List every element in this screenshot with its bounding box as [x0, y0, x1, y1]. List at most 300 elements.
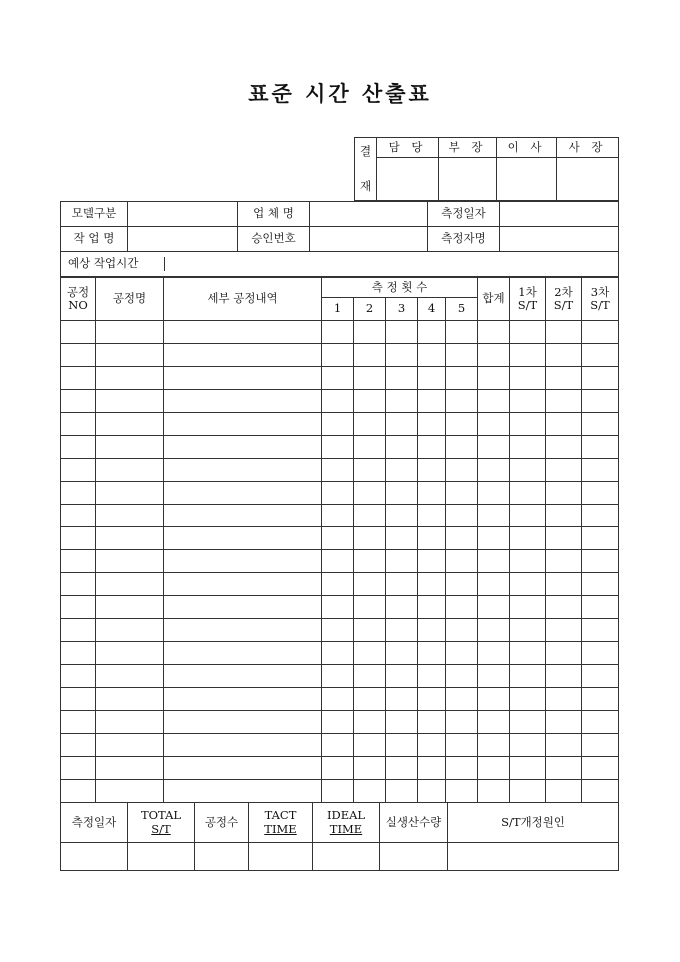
table-cell[interactable]: [96, 573, 164, 596]
table-cell[interactable]: [446, 573, 478, 596]
table-cell[interactable]: [582, 665, 619, 688]
table-cell[interactable]: [478, 389, 510, 412]
table-cell[interactable]: [61, 665, 96, 688]
table-cell[interactable]: [322, 573, 354, 596]
table-cell[interactable]: [546, 688, 582, 711]
table-cell[interactable]: [164, 733, 322, 756]
table-cell[interactable]: [546, 389, 582, 412]
table-cell[interactable]: [446, 389, 478, 412]
table-cell[interactable]: [322, 458, 354, 481]
table-cell[interactable]: [354, 733, 386, 756]
approval-sign-manager[interactable]: [377, 158, 439, 201]
table-cell[interactable]: [61, 366, 96, 389]
table-cell[interactable]: [546, 550, 582, 573]
table-cell[interactable]: [582, 688, 619, 711]
table-cell[interactable]: [418, 527, 446, 550]
table-cell[interactable]: [322, 596, 354, 619]
table-cell[interactable]: [510, 779, 546, 802]
table-row: [61, 504, 619, 527]
company-value[interactable]: [310, 202, 428, 227]
table-cell[interactable]: [96, 343, 164, 366]
table-cell[interactable]: [354, 458, 386, 481]
table-cell[interactable]: [96, 642, 164, 665]
summary-total-st-value[interactable]: [128, 843, 195, 871]
table-row: [61, 412, 619, 435]
table-cell[interactable]: [446, 412, 478, 435]
table-cell[interactable]: [61, 504, 96, 527]
table-cell[interactable]: [478, 642, 510, 665]
table-cell[interactable]: [322, 688, 354, 711]
table-cell[interactable]: [546, 458, 582, 481]
table-cell[interactable]: [418, 412, 446, 435]
table-cell[interactable]: [546, 527, 582, 550]
table-row: [61, 389, 619, 412]
table-cell[interactable]: [446, 710, 478, 733]
table-cell[interactable]: [386, 779, 418, 802]
table-cell[interactable]: [478, 366, 510, 389]
table-cell[interactable]: [418, 733, 446, 756]
header-st1: 1차 S/T: [510, 278, 546, 321]
summary-measure-date-value[interactable]: [61, 843, 128, 871]
table-cell[interactable]: [546, 596, 582, 619]
table-cell[interactable]: [164, 642, 322, 665]
table-cell[interactable]: [446, 321, 478, 344]
table-cell[interactable]: [582, 343, 619, 366]
table-cell[interactable]: [61, 550, 96, 573]
table-cell[interactable]: [478, 710, 510, 733]
table-cell[interactable]: [322, 527, 354, 550]
table-cell[interactable]: [510, 481, 546, 504]
table-cell[interactable]: [386, 619, 418, 642]
table-cell[interactable]: [582, 710, 619, 733]
summary-measure-date-label: 측정일자: [61, 803, 128, 843]
table-cell[interactable]: [446, 366, 478, 389]
table-cell[interactable]: [61, 756, 96, 779]
summary-process-count-value[interactable]: [195, 843, 249, 871]
company-label: 업 체 명: [238, 202, 310, 227]
table-cell[interactable]: [61, 435, 96, 458]
table-cell[interactable]: [322, 435, 354, 458]
table-cell[interactable]: [478, 573, 510, 596]
header-st3: 3차 S/T: [582, 278, 619, 321]
approval-role-manager: 담 당: [377, 138, 439, 158]
table-cell[interactable]: [61, 343, 96, 366]
table-cell[interactable]: [322, 642, 354, 665]
table-cell[interactable]: [446, 779, 478, 802]
table-cell[interactable]: [446, 481, 478, 504]
table-cell[interactable]: [478, 321, 510, 344]
table-cell[interactable]: [418, 550, 446, 573]
table-cell[interactable]: [446, 665, 478, 688]
table-cell[interactable]: [446, 550, 478, 573]
table-cell[interactable]: [164, 412, 322, 435]
table-row: [61, 343, 619, 366]
approval-no-value[interactable]: [310, 227, 428, 252]
table-cell[interactable]: [354, 665, 386, 688]
table-cell[interactable]: [510, 343, 546, 366]
summary-ideal-time-value[interactable]: [313, 843, 380, 871]
summary-actual-output-label: 실생산수량: [380, 803, 448, 843]
table-cell[interactable]: [582, 779, 619, 802]
table-cell[interactable]: [386, 366, 418, 389]
table-cell[interactable]: [164, 366, 322, 389]
table-cell[interactable]: [478, 665, 510, 688]
table-cell[interactable]: [510, 710, 546, 733]
table-cell[interactable]: [546, 321, 582, 344]
table-cell[interactable]: [510, 619, 546, 642]
table-cell[interactable]: [164, 343, 322, 366]
table-cell[interactable]: [418, 573, 446, 596]
table-cell[interactable]: [386, 710, 418, 733]
table-cell[interactable]: [446, 688, 478, 711]
table-cell[interactable]: [582, 504, 619, 527]
table-cell[interactable]: [446, 733, 478, 756]
table-cell[interactable]: [582, 619, 619, 642]
table-cell[interactable]: [354, 619, 386, 642]
table-cell[interactable]: [386, 550, 418, 573]
table-cell[interactable]: [478, 527, 510, 550]
table-cell[interactable]: [418, 619, 446, 642]
table-cell[interactable]: [510, 527, 546, 550]
table-cell[interactable]: [322, 412, 354, 435]
table-cell[interactable]: [61, 733, 96, 756]
table-cell[interactable]: [582, 458, 619, 481]
table-cell[interactable]: [582, 596, 619, 619]
table-cell[interactable]: [582, 733, 619, 756]
header-measure-count: 측 정 횟 수: [322, 278, 478, 298]
table-cell[interactable]: [510, 733, 546, 756]
table-cell[interactable]: [354, 779, 386, 802]
table-cell[interactable]: [354, 481, 386, 504]
table-cell[interactable]: [61, 688, 96, 711]
table-cell[interactable]: [386, 389, 418, 412]
table-cell[interactable]: [96, 710, 164, 733]
table-cell[interactable]: [510, 756, 546, 779]
table-cell[interactable]: [386, 481, 418, 504]
approval-sign-president[interactable]: [557, 158, 619, 201]
approval-role-dept-head: 부 장: [439, 138, 497, 158]
table-row: [61, 642, 619, 665]
table-cell[interactable]: [478, 435, 510, 458]
table-cell[interactable]: [478, 481, 510, 504]
table-cell[interactable]: [546, 573, 582, 596]
table-cell[interactable]: [96, 665, 164, 688]
table-cell[interactable]: [478, 733, 510, 756]
table-cell[interactable]: [354, 550, 386, 573]
table-cell[interactable]: [164, 756, 322, 779]
table-cell[interactable]: [96, 504, 164, 527]
table-cell[interactable]: [546, 779, 582, 802]
table-cell[interactable]: [61, 412, 96, 435]
table-cell[interactable]: [510, 366, 546, 389]
table-cell[interactable]: [510, 550, 546, 573]
table-cell[interactable]: [478, 596, 510, 619]
table-cell[interactable]: [446, 458, 478, 481]
table-cell[interactable]: [446, 504, 478, 527]
table-cell[interactable]: [354, 435, 386, 458]
table-cell[interactable]: [546, 504, 582, 527]
table-cell[interactable]: [446, 343, 478, 366]
summary-revision-cause-value[interactable]: [448, 843, 619, 871]
page-title: 표준 시간 산출표: [248, 81, 432, 106]
table-cell[interactable]: [164, 550, 322, 573]
table-cell[interactable]: [478, 343, 510, 366]
table-cell[interactable]: [546, 733, 582, 756]
measurer-value[interactable]: [500, 227, 619, 252]
table-cell[interactable]: [164, 321, 322, 344]
table-cell[interactable]: [582, 389, 619, 412]
summary-process-count-label: 공정수: [195, 803, 249, 843]
summary-ideal-time-label: IDEAL TIME: [313, 803, 380, 843]
table-cell[interactable]: [546, 642, 582, 665]
table-cell[interactable]: [582, 756, 619, 779]
table-cell[interactable]: [322, 321, 354, 344]
table-cell[interactable]: [96, 527, 164, 550]
table-cell[interactable]: [164, 481, 322, 504]
table-row: [61, 596, 619, 619]
table-row: [61, 527, 619, 550]
table-cell[interactable]: [446, 596, 478, 619]
table-cell[interactable]: [96, 756, 164, 779]
table-cell[interactable]: [510, 665, 546, 688]
table-cell[interactable]: [446, 527, 478, 550]
table-cell[interactable]: [510, 321, 546, 344]
table-cell[interactable]: [354, 321, 386, 344]
table-cell[interactable]: [386, 527, 418, 550]
approval-sign-director[interactable]: [497, 158, 557, 201]
approval-sign-dept-head[interactable]: [439, 158, 497, 201]
table-cell[interactable]: [582, 321, 619, 344]
table-cell[interactable]: [61, 458, 96, 481]
table-cell[interactable]: [354, 573, 386, 596]
table-cell[interactable]: [510, 596, 546, 619]
table-cell[interactable]: [418, 435, 446, 458]
table-cell[interactable]: [61, 481, 96, 504]
table-cell[interactable]: [446, 619, 478, 642]
table-cell[interactable]: [354, 756, 386, 779]
table-cell[interactable]: [510, 688, 546, 711]
table-cell[interactable]: [386, 458, 418, 481]
table-cell[interactable]: [546, 366, 582, 389]
table-cell[interactable]: [386, 688, 418, 711]
table-cell[interactable]: [61, 596, 96, 619]
table-row: [61, 550, 619, 573]
table-cell[interactable]: [164, 389, 322, 412]
table-row: [61, 366, 619, 389]
table-cell[interactable]: [354, 642, 386, 665]
table-cell[interactable]: [478, 504, 510, 527]
table-cell[interactable]: [96, 458, 164, 481]
table-cell[interactable]: [510, 642, 546, 665]
table-cell[interactable]: [582, 573, 619, 596]
table-cell[interactable]: [354, 688, 386, 711]
table-cell[interactable]: [354, 389, 386, 412]
model-value[interactable]: [128, 202, 238, 227]
table-cell[interactable]: [164, 779, 322, 802]
expected-time-row: [61, 252, 619, 277]
table-cell[interactable]: [418, 710, 446, 733]
table-cell[interactable]: [418, 504, 446, 527]
table-cell[interactable]: [418, 642, 446, 665]
table-row: [61, 573, 619, 596]
table-cell[interactable]: [322, 366, 354, 389]
header-st2: 2차 S/T: [546, 278, 582, 321]
table-cell[interactable]: [61, 573, 96, 596]
table-cell[interactable]: [546, 481, 582, 504]
table-cell[interactable]: [354, 596, 386, 619]
table-cell[interactable]: [96, 550, 164, 573]
table-cell[interactable]: [386, 412, 418, 435]
table-cell[interactable]: [322, 343, 354, 366]
table-row: [61, 321, 619, 344]
table-cell[interactable]: [418, 366, 446, 389]
table-cell[interactable]: [61, 710, 96, 733]
table-cell[interactable]: [418, 596, 446, 619]
table-cell[interactable]: [164, 573, 322, 596]
table-cell[interactable]: [386, 596, 418, 619]
table-cell[interactable]: [386, 756, 418, 779]
table-cell[interactable]: [478, 779, 510, 802]
table-cell[interactable]: [164, 710, 322, 733]
table-cell[interactable]: [322, 619, 354, 642]
summary-actual-output-value[interactable]: [380, 843, 448, 871]
table-cell[interactable]: [96, 435, 164, 458]
table-cell[interactable]: [322, 756, 354, 779]
table-cell[interactable]: [582, 527, 619, 550]
approval-no-label: 승인번호: [238, 227, 310, 252]
table-cell[interactable]: [354, 504, 386, 527]
table-cell[interactable]: [96, 596, 164, 619]
table-cell[interactable]: [418, 481, 446, 504]
table-cell[interactable]: [386, 435, 418, 458]
table-cell[interactable]: [478, 412, 510, 435]
table-cell[interactable]: [96, 389, 164, 412]
table-cell[interactable]: [61, 321, 96, 344]
table-cell[interactable]: [418, 688, 446, 711]
table-cell[interactable]: [478, 756, 510, 779]
table-cell[interactable]: [386, 321, 418, 344]
table-cell[interactable]: [322, 665, 354, 688]
table-cell[interactable]: [96, 481, 164, 504]
table-cell[interactable]: [96, 412, 164, 435]
table-cell[interactable]: [446, 756, 478, 779]
summary-tact-time-value[interactable]: [249, 843, 313, 871]
table-cell[interactable]: [418, 756, 446, 779]
table-cell[interactable]: [478, 619, 510, 642]
table-cell[interactable]: [510, 389, 546, 412]
table-cell[interactable]: [386, 642, 418, 665]
table-cell[interactable]: [418, 321, 446, 344]
summary-table: [60, 802, 619, 871]
table-cell[interactable]: [164, 619, 322, 642]
table-cell[interactable]: [354, 343, 386, 366]
table-cell[interactable]: [322, 779, 354, 802]
task-value[interactable]: [128, 227, 238, 252]
table-cell[interactable]: [510, 458, 546, 481]
table-cell[interactable]: [546, 412, 582, 435]
table-cell[interactable]: [546, 710, 582, 733]
table-cell[interactable]: [322, 504, 354, 527]
table-cell[interactable]: [164, 504, 322, 527]
table-row: [61, 619, 619, 642]
table-cell[interactable]: [478, 550, 510, 573]
table-cell[interactable]: [546, 619, 582, 642]
table-cell[interactable]: [96, 619, 164, 642]
table-cell[interactable]: [446, 642, 478, 665]
table-cell[interactable]: [478, 458, 510, 481]
measure-date-value[interactable]: [500, 202, 619, 227]
table-cell[interactable]: [322, 550, 354, 573]
table-cell[interactable]: [478, 688, 510, 711]
table-row: [61, 458, 619, 481]
table-cell[interactable]: [96, 321, 164, 344]
table-cell[interactable]: [418, 389, 446, 412]
table-cell[interactable]: [582, 366, 619, 389]
table-cell[interactable]: [546, 756, 582, 779]
table-cell[interactable]: [510, 412, 546, 435]
table-cell[interactable]: [164, 458, 322, 481]
table-cell[interactable]: [546, 665, 582, 688]
table-cell[interactable]: [386, 343, 418, 366]
table-cell[interactable]: [418, 665, 446, 688]
table-cell[interactable]: [446, 435, 478, 458]
table-cell[interactable]: [164, 665, 322, 688]
table-cell[interactable]: [164, 688, 322, 711]
table-cell[interactable]: [386, 504, 418, 527]
table-cell[interactable]: [96, 366, 164, 389]
table-cell[interactable]: [354, 527, 386, 550]
table-cell[interactable]: [386, 665, 418, 688]
table-cell[interactable]: [164, 435, 322, 458]
table-cell[interactable]: [164, 596, 322, 619]
header-trial-4: 4: [418, 298, 446, 321]
table-cell[interactable]: [96, 779, 164, 802]
table-cell[interactable]: [61, 389, 96, 412]
table-cell[interactable]: [354, 366, 386, 389]
table-cell[interactable]: [322, 481, 354, 504]
table-cell[interactable]: [354, 710, 386, 733]
table-cell[interactable]: [386, 733, 418, 756]
table-cell[interactable]: [582, 642, 619, 665]
table-cell[interactable]: [510, 435, 546, 458]
table-cell[interactable]: [582, 412, 619, 435]
table-cell[interactable]: [418, 343, 446, 366]
table-cell[interactable]: [582, 481, 619, 504]
table-cell[interactable]: [386, 573, 418, 596]
table-row: [61, 779, 619, 802]
table-cell[interactable]: [582, 435, 619, 458]
table-cell[interactable]: [510, 504, 546, 527]
table-row: [61, 733, 619, 756]
table-cell[interactable]: [546, 343, 582, 366]
table-cell[interactable]: [61, 642, 96, 665]
table-cell[interactable]: [322, 710, 354, 733]
table-cell[interactable]: [164, 527, 322, 550]
table-cell[interactable]: [510, 573, 546, 596]
table-cell[interactable]: [61, 527, 96, 550]
table-cell[interactable]: [61, 779, 96, 802]
table-cell[interactable]: [418, 779, 446, 802]
table-cell[interactable]: [582, 550, 619, 573]
table-cell[interactable]: [546, 435, 582, 458]
table-cell[interactable]: [61, 619, 96, 642]
table-cell[interactable]: [96, 733, 164, 756]
table-cell[interactable]: [354, 412, 386, 435]
table-cell[interactable]: [418, 458, 446, 481]
table-cell[interactable]: [322, 733, 354, 756]
table-cell[interactable]: [322, 389, 354, 412]
table-cell[interactable]: [96, 688, 164, 711]
